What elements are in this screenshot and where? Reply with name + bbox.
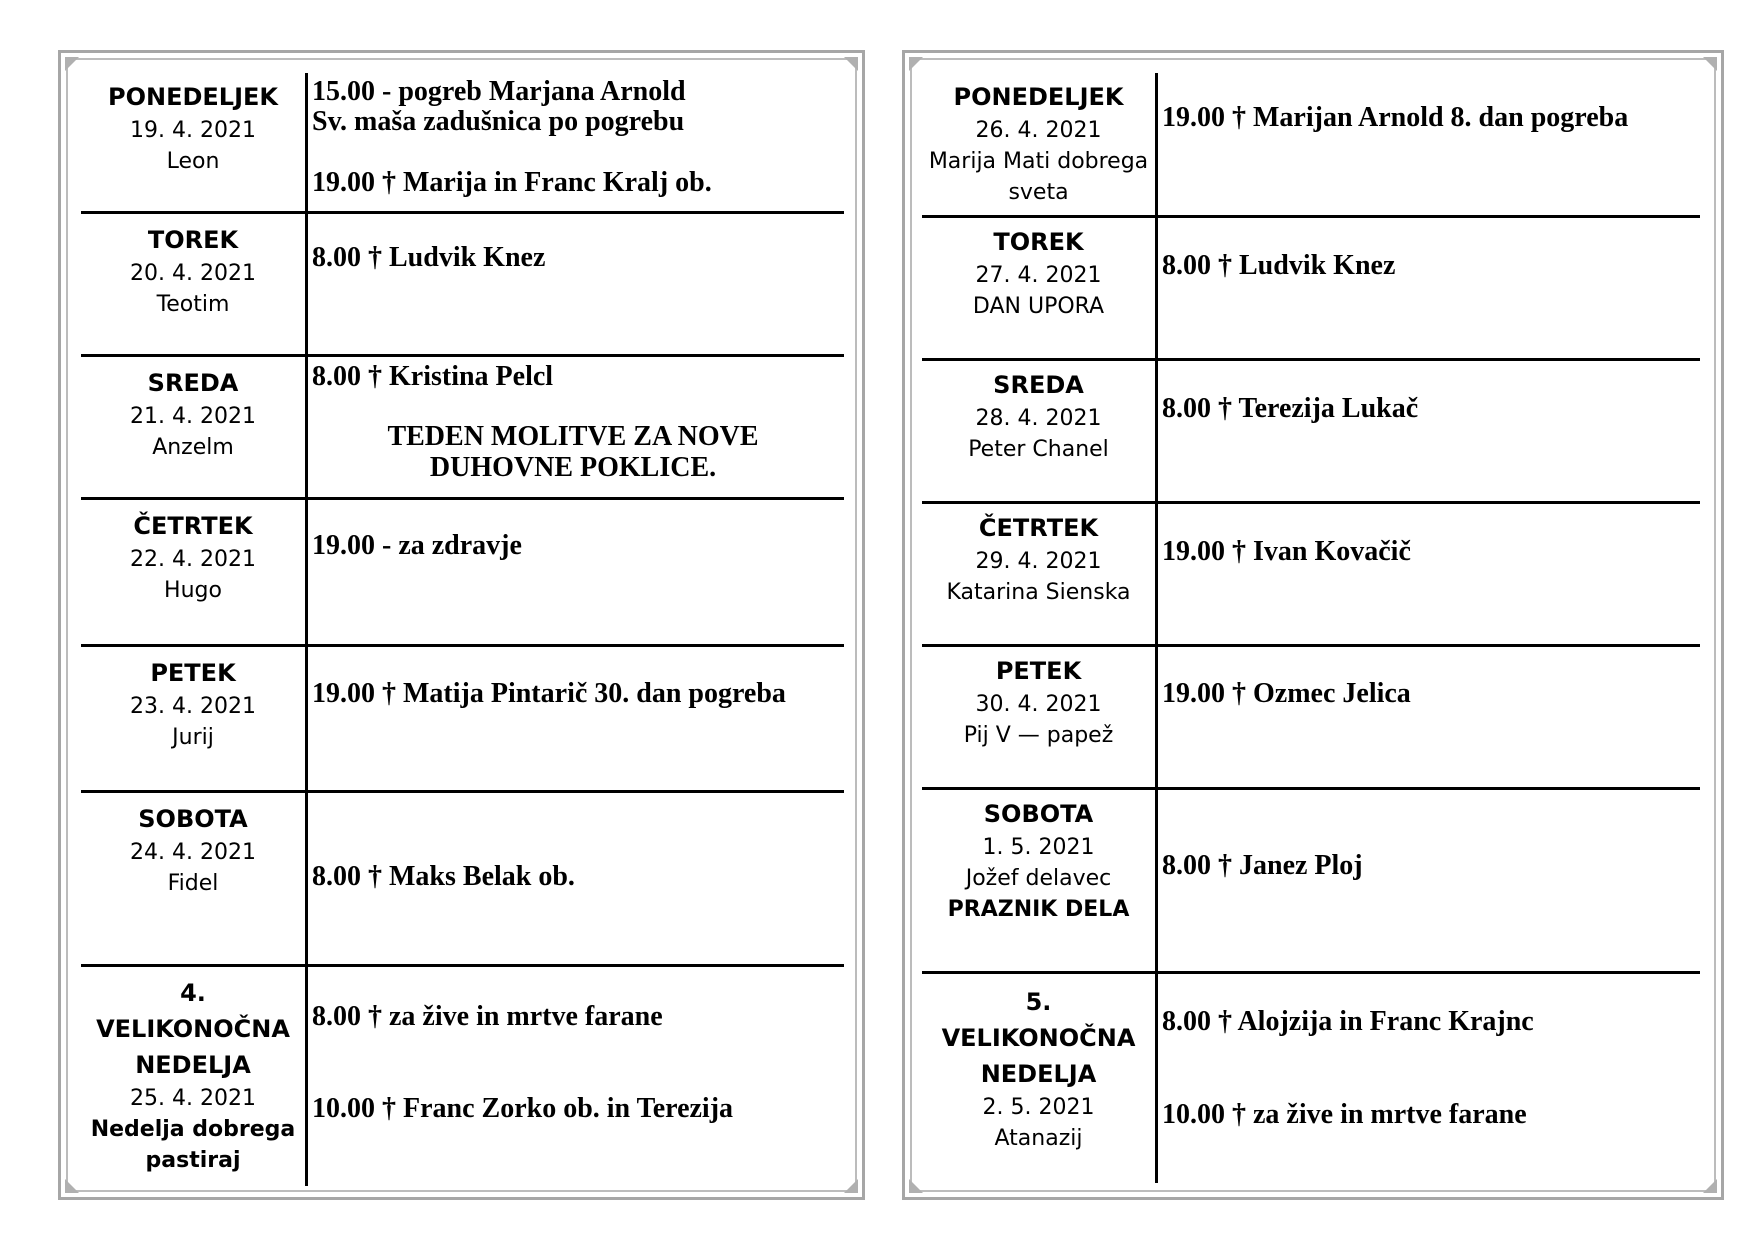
event-text: Sv. maša zadušnica po pogrebu: [312, 106, 685, 137]
announcement-text: TEDEN MOLITVE ZA NOVE DUHOVNE POKLICE.: [387, 421, 759, 483]
day-date: 27. 4. 2021: [975, 263, 1102, 288]
day-saint: Jurij: [172, 725, 214, 750]
events-cell: [312, 967, 844, 1186]
day-name: ČETRTEK: [133, 512, 253, 540]
events-cell: [312, 793, 844, 964]
day-date: 1. 5. 2021: [982, 835, 1095, 860]
events-cell: [1162, 647, 1700, 787]
corner-ornament: [65, 1179, 79, 1193]
day-name: SREDA: [993, 371, 1084, 399]
day-note: PRAZNIK DELA: [947, 897, 1130, 922]
events-cell: [1162, 504, 1700, 644]
schedule-row: [922, 647, 1700, 790]
event-text: 19.00 † Marija in Franc Kralj ob.: [312, 167, 712, 198]
day-saint: Pij V — papež: [963, 723, 1114, 748]
events-cell: [312, 647, 844, 790]
event-text: 19.00 † Marijan Arnold 8. dan pogreba: [1162, 102, 1629, 133]
corner-ornament: [65, 57, 79, 71]
day-name: SREDA: [147, 369, 239, 397]
events-cell: [312, 73, 844, 211]
day-name: 5. VELIKONOČNA NEDELJA: [941, 988, 1136, 1088]
event-text: 8.00 † Maks Belak ob.: [312, 861, 575, 892]
event-text: 19.00 † Ozmec Jelica: [1162, 678, 1411, 709]
day-date: 29. 4. 2021: [975, 549, 1102, 574]
corner-ornament: [909, 1179, 923, 1193]
events-cell: [1162, 361, 1700, 501]
events-cell: [312, 357, 844, 497]
day-saint: Hugo: [164, 578, 222, 603]
events-cell: [1162, 790, 1700, 971]
day-date: 24. 4. 2021: [130, 840, 256, 865]
schedule-row: [81, 967, 844, 1186]
day-saint: Leon: [166, 149, 220, 174]
event-text: 8.00 † Kristina Pelcl: [312, 361, 554, 392]
event-text: 8.00 † Ludvik Knez: [312, 242, 546, 273]
day-date: 28. 4. 2021: [975, 406, 1102, 431]
day-date: 26. 4. 2021: [975, 118, 1102, 143]
day-saint: Teotim: [156, 292, 230, 317]
corner-ornament: [844, 57, 858, 71]
event-text: 19.00 † Matija Pintarič 30. dan pogreba: [312, 678, 786, 709]
events-cell: [1162, 218, 1700, 358]
corner-ornament: [909, 57, 923, 71]
event-text: 10.00 † za žive in mrtve farane: [1162, 1099, 1527, 1130]
day-saint: Atanazij: [994, 1126, 1083, 1151]
day-date: 23. 4. 2021: [130, 694, 256, 719]
event-text: 8.00 † Terezija Lukač: [1162, 393, 1419, 424]
event-text: 8.00 † Ludvik Knez: [1162, 250, 1396, 281]
day-date: 25. 4. 2021: [130, 1086, 256, 1111]
event-text: 19.00 † Ivan Kovačič: [1162, 536, 1411, 567]
schedule-row: [922, 790, 1700, 974]
day-date: 30. 4. 2021: [975, 692, 1102, 717]
schedule-panel-left: [58, 50, 865, 1200]
schedule-panel-right: [902, 50, 1724, 1200]
events-cell: [312, 214, 844, 354]
day-note: Nedelja dobrega pastiraj: [90, 1117, 296, 1173]
schedule-row: [922, 218, 1700, 361]
corner-ornament: [844, 1179, 858, 1193]
day-name: PETEK: [995, 657, 1082, 685]
corner-ornament: [1703, 57, 1717, 71]
event-text: 19.00 - za zdravje: [312, 530, 522, 561]
day-saint: Jožef delavec: [965, 866, 1112, 891]
schedule-row: [922, 73, 1700, 218]
schedule-row: [81, 793, 844, 967]
day-saint: Marija Mati dobrega sveta: [928, 149, 1149, 205]
day-name: TOREK: [147, 226, 239, 254]
day-saint: Fidel: [167, 871, 219, 896]
schedule-row: [81, 357, 844, 500]
day-name: PONEDELJEK: [107, 83, 278, 111]
event-text: 8.00 † Alojzija in Franc Krajnc: [1162, 1006, 1534, 1037]
day-date: 2. 5. 2021: [982, 1095, 1095, 1120]
corner-ornament: [1703, 1179, 1717, 1193]
day-name: SOBOTA: [138, 805, 248, 833]
day-saint: Katarina Sienska: [946, 580, 1131, 605]
day-name: ČETRTEK: [978, 514, 1099, 542]
day-date: 21. 4. 2021: [130, 404, 256, 429]
day-saint: Anzelm: [152, 435, 234, 460]
schedule-row: [922, 361, 1700, 504]
day-saint: Peter Chanel: [968, 437, 1109, 462]
day-date: 19. 4. 2021: [130, 118, 256, 143]
day-date: 20. 4. 2021: [130, 261, 256, 286]
schedule-row: [81, 214, 844, 357]
day-date: 22. 4. 2021: [130, 547, 256, 572]
day-saint: DAN UPORA: [972, 294, 1105, 319]
events-cell: [312, 500, 844, 644]
event-text: 8.00 † za žive in mrtve farane: [312, 1001, 663, 1032]
events-cell: [1162, 73, 1700, 215]
event-text: 15.00 - pogreb Marjana Arnold: [312, 76, 686, 107]
events-cell: [1162, 974, 1700, 1183]
schedule-row: [922, 974, 1700, 1183]
schedule-row: [81, 647, 844, 793]
day-name: PONEDELJEK: [953, 83, 1124, 111]
day-name: SOBOTA: [983, 800, 1094, 828]
day-name: 4. VELIKONOČNA NEDELJA: [96, 979, 290, 1079]
schedule-row: [81, 73, 844, 214]
event-text: 8.00 † Janez Ploj: [1162, 850, 1363, 881]
day-name: PETEK: [150, 659, 236, 687]
schedule-row: [81, 500, 844, 647]
schedule-row: [922, 504, 1700, 647]
day-name: TOREK: [993, 228, 1084, 256]
event-text: 10.00 † Franc Zorko ob. in Terezija: [312, 1093, 734, 1124]
